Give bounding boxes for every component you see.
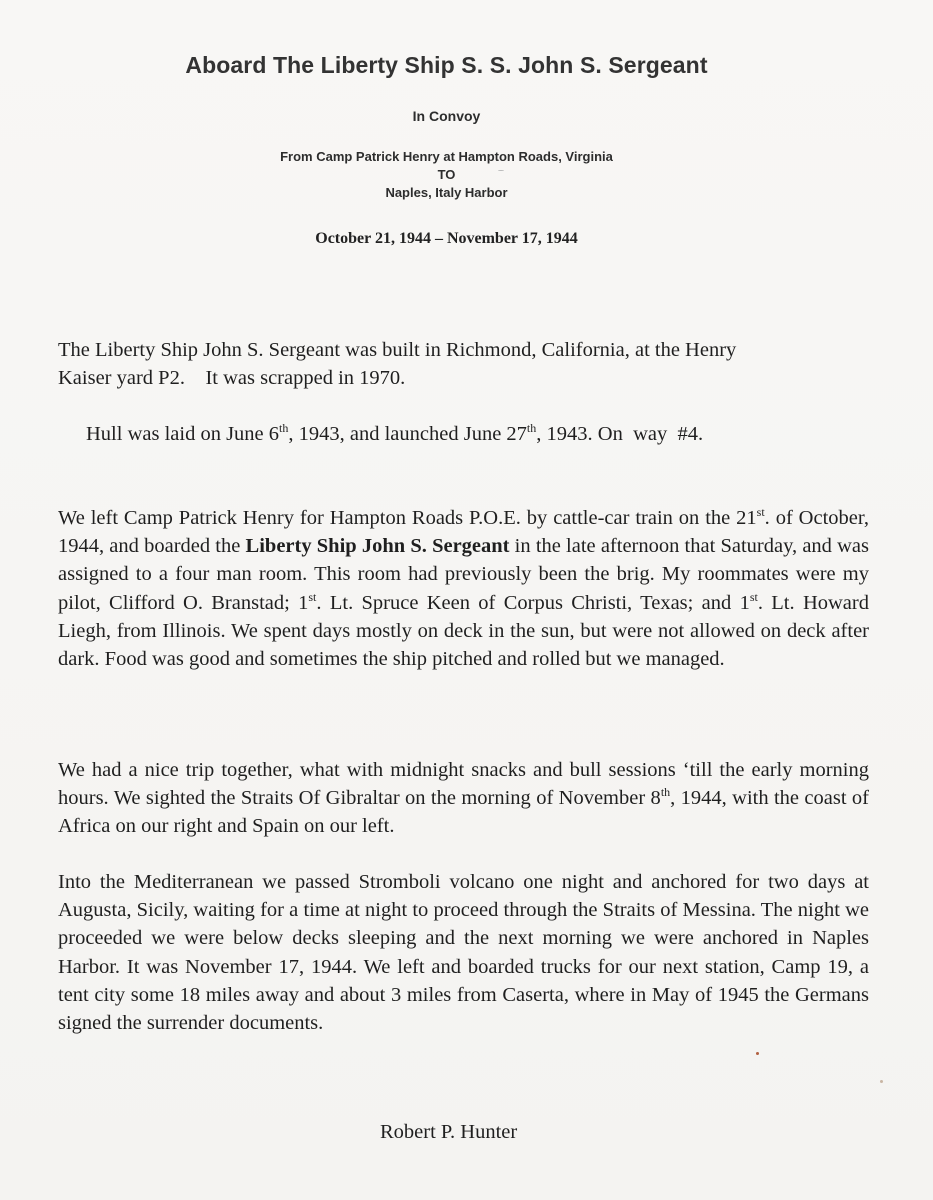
paragraph-arrival: Into the Mediterranean we passed Stromboli volcano one night and anchored for two days at Augusta, Sicily, waiting for a time at night to proceed through the Straits of Messina. The night we proceeded we were below decks sleeping and the next morning we were anchored in Naples Harbor. It was November 17, 1944. We left and boarded trucks for our next station, Camp 19, a tent city some 18 miles away and about 3 miles from Caserta, where in May of 1945 the Germans signed the surrender documents. [58,871,869,1035]
superscript: th [526,421,537,435]
paragraph-line: Kaiser yard P2. It was scrapped in 1970. [58,367,406,390]
text-span: . of October, 1944, and boarded the [58,507,870,558]
superscript: st [749,589,758,604]
text-span: in the late afternoon that Saturday, and was assigned to a four man room. This room had previously been the brig. My roommates were my pilot, Clifford O. Branstad; 1 [58,535,870,614]
paper-speck [756,1052,759,1055]
text-span: , 1944, with the coast of Africa on our right and Spain on our left. [58,787,869,838]
superscript: st [308,589,317,604]
author-signature: Robert P. Hunter [380,1121,518,1143]
text-span: , 1943, and launched June 27 [288,423,527,445]
date-range: October 21, 1944 – November 17, 1944 [315,230,578,247]
text-span: , 1943. On way #4. [536,423,704,445]
text-span: . Lt. Howard Liegh, from Illinois. We spent days mostly on deck in the sun, but were not allowed on deck after dark. Food was good and sometimes the ship pitched and rolled but we managed. [58,591,869,671]
paper-speck [880,1080,883,1083]
route-destination: Naples, Italy Harbor [385,185,508,200]
text-span: We had a nice trip together, what with midnight snacks and bull sessions ‘till the early morning hours. We sighted the Straits Of Gibraltar on the morning of November 8 [58,759,869,810]
text-span: We left Camp Patrick Henry for Hampton Roads P.O.E. by cattle-car train on the 21 [58,507,757,529]
superscript: st [756,505,765,519]
superscript: th [279,421,289,435]
paragraph-hull [86,420,866,448]
text-span: . Lt. Spruce Keen of Corpus Christi, Texas; and 1 [316,591,750,614]
page-title: Aboard The Liberty Ship S. S. John S. Sergeant [185,52,708,78]
route-to: TO [437,167,456,182]
paragraph-departure [58,504,869,673]
paragraph-ship-history [58,336,869,392]
text-span: Hull was laid on June 6 [86,423,280,445]
route-block [0,148,893,202]
paragraph-line: The Liberty Ship John S. Sergeant was built in Richmond, California, at the Henry [58,339,737,361]
route-origin: From Camp Patrick Henry at Hampton Roads, Virginia [280,149,613,164]
subtitle: In Convoy [412,108,481,124]
superscript: th [660,785,671,800]
paper-speck [498,170,504,171]
paragraph-voyage [58,756,869,841]
ship-name-bold: Liberty Ship John S. Sergeant [245,535,510,558]
